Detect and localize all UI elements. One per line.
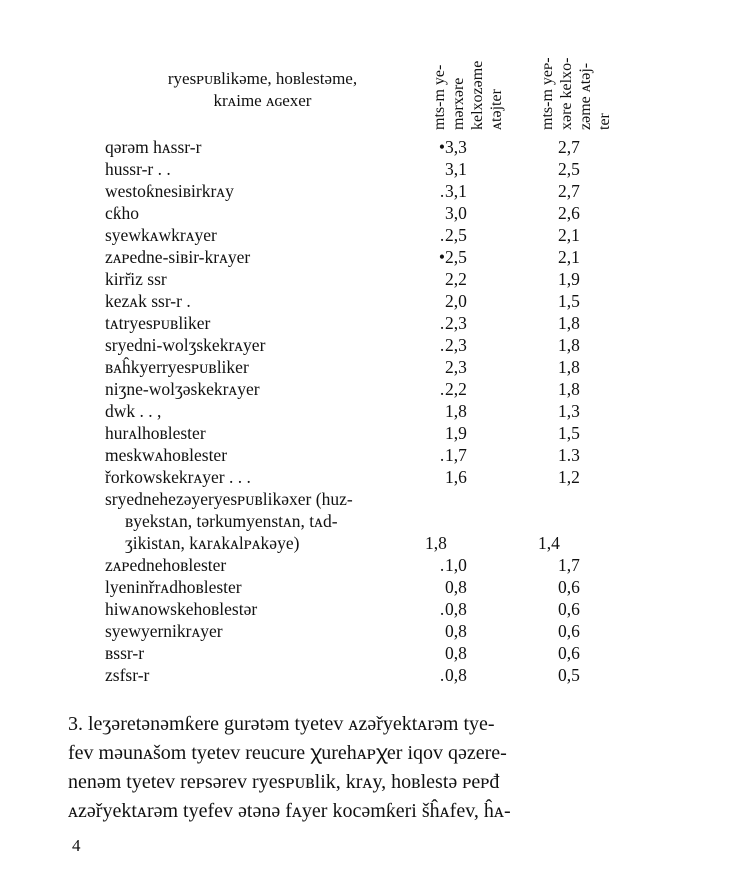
region-name: meskwᴀhoʙlester [105, 445, 228, 465]
value-col2: 0,6 [558, 621, 580, 641]
header-col1-line: mts-m ye- [431, 64, 448, 130]
table-row [105, 444, 625, 466]
row-mark: . [439, 379, 445, 399]
table-row [105, 664, 625, 686]
value-col1: 1,8 [445, 401, 467, 421]
value-col1: 1,9 [445, 423, 467, 443]
table-row [105, 268, 625, 290]
table-row [105, 642, 625, 664]
table-row [105, 224, 625, 246]
value-col2: 1,8 [558, 379, 580, 399]
region-name: cƙho [105, 203, 140, 223]
value-col2: 1,5 [558, 423, 580, 443]
row-mark: . [439, 445, 445, 465]
region-name: syewkᴀwkrᴀyer [105, 225, 217, 245]
header-col2-line: zəme ᴀtəj- [577, 62, 594, 130]
value-col1: 3,1 [445, 159, 467, 179]
value-col2: 2,1 [558, 247, 580, 267]
table-row [105, 356, 625, 378]
region-name: niʒne-wolʒəskekrᴀyer [105, 379, 260, 399]
region-name: dwk . . , [105, 401, 162, 421]
table-row [105, 598, 625, 620]
value-col1: 1,0 [445, 555, 467, 575]
value-col2: 2,7 [558, 137, 580, 157]
table-row-multiline [105, 488, 625, 554]
value-col1: 2,5 [445, 225, 467, 245]
value-col2: 0,5 [558, 665, 580, 685]
table-row [105, 400, 625, 422]
table-row [105, 466, 625, 488]
header-region-line: krᴀime ᴀɢexer [213, 91, 312, 110]
table-row [105, 554, 625, 576]
value-col2: 2,7 [558, 181, 580, 201]
paragraph-line: 3. leʒəretənəmƙere gurətəm tyetev ᴀzəřyektᴀrəm tye- [68, 713, 495, 735]
region-name: zsfsr-r [105, 665, 150, 685]
value-col2: 1.3 [558, 445, 580, 465]
value-col1: 0,8 [445, 577, 467, 597]
value-col2: 0,6 [558, 599, 580, 619]
value-col1: 0,8 [445, 643, 467, 663]
row-mark: . [439, 665, 445, 685]
table-row [105, 158, 625, 180]
region-name-multiline [105, 488, 560, 554]
header-region-line: ryesᴘᴜʙlikəme, hoʙlestəme, [167, 69, 358, 88]
value-col1: 3,0 [445, 203, 467, 223]
table-row [105, 312, 625, 334]
table-row [105, 334, 625, 356]
region-name: syewyernikrᴀyer [105, 621, 223, 641]
region-name: tᴀtryesᴘᴜʙliker [105, 313, 211, 333]
value-col2: 2,1 [558, 225, 580, 245]
value-col1: 2,3 [445, 335, 467, 355]
paragraph-line: fev məunᴀšom tyetev reucure ꭓurehᴀᴘꭓer iqov qəzere- [68, 742, 507, 764]
row-mark: . [439, 555, 445, 575]
table-row [105, 422, 625, 444]
value-col2: 1,5 [558, 291, 580, 311]
row-mark: . [439, 181, 445, 201]
region-name: kirr̆iz ssr [105, 269, 167, 289]
region-name-last-line [105, 532, 560, 554]
header-col2-line: ter [596, 113, 613, 130]
row-mark: . [439, 313, 445, 333]
value-col2: 2,5 [558, 159, 580, 179]
table-row [105, 180, 625, 202]
header-col2-line: mts-m yeᴘ- [539, 57, 556, 130]
paragraph-line: nenəm tyetev reᴘsərev ryesᴘᴜʙlik, krᴀy, hoʙlestə ᴘeᴘđ [68, 771, 500, 793]
row-mark: . [439, 599, 445, 619]
value-col2: 1,2 [558, 467, 580, 487]
region-name: ʙssr-r [105, 643, 145, 663]
body-paragraph [68, 710, 690, 826]
region-name: lyeninřrᴀdhoʙlester [105, 577, 242, 597]
value-col1: 3,3 [445, 137, 467, 157]
value-col1: 2,0 [445, 291, 467, 311]
value-col1: 2,5 [445, 247, 467, 267]
value-col2: 1,4 [538, 533, 560, 553]
value-col2: 1,8 [558, 335, 580, 355]
region-name-line: sryednehezəyeryesᴘᴜʙlikəxer (huz- [105, 489, 353, 509]
table-body [105, 136, 625, 686]
region-name-line: ʒikistᴀn, kᴀrᴀkᴀlᴘᴀkəye) [125, 533, 300, 553]
region-name: hurᴀlhoʙlester [105, 423, 206, 443]
value-col2: 1,7 [558, 555, 580, 575]
value-col1: 3,1 [445, 181, 467, 201]
table-row [105, 136, 625, 158]
header-region [95, 68, 430, 112]
region-name: kezᴀk ssr-r . [105, 291, 191, 311]
value-col2: 2,6 [558, 203, 580, 223]
value-col1: 2,2 [445, 379, 467, 399]
value-col1: 2,3 [445, 313, 467, 333]
value-col1: 1,7 [445, 445, 467, 465]
value-col1: 0,8 [445, 621, 467, 641]
header-col1-line: mərxəre [450, 77, 467, 130]
region-name: zᴀᴘedne-siʙir-krᴀyer [105, 247, 251, 267]
region-name: řorkowskekrᴀyer . . . [105, 467, 251, 487]
value-col2: 1,8 [558, 313, 580, 333]
region-name: zᴀᴘednehoʙlester [105, 555, 227, 575]
value-col1: 0,8 [445, 599, 467, 619]
paragraph-line: ᴀzəřyektᴀrəm tyefev ətənə fᴀyer kocəmƙeri šĥᴀfev, ĥᴀ- [68, 800, 511, 822]
region-name: hiwᴀnowskehoʙlestər [105, 599, 258, 619]
region-name: ʙᴀĥkyerryesᴘᴜʙliker [105, 357, 249, 377]
value-col2: 1,9 [558, 269, 580, 289]
region-name: hussr-r . . [105, 159, 171, 179]
region-name: sryedni-wolʒskekrᴀyer [105, 335, 266, 355]
region-name: westoƙnesiʙirkrᴀy [105, 181, 234, 201]
value-col1: 1,8 [425, 533, 447, 553]
header-col1 [430, 61, 506, 130]
table-row [105, 620, 625, 642]
value-col1: 2,2 [445, 269, 467, 289]
table-row [105, 202, 625, 224]
page-number: 4 [72, 836, 81, 855]
table-row [105, 246, 625, 268]
header-col2 [538, 57, 614, 130]
region-name-line: ʙyekstᴀn, tərkumyenstᴀn, tᴀd- [125, 511, 338, 531]
row-mark: . [439, 225, 445, 245]
value-col1: 0,8 [445, 665, 467, 685]
value-col2: 0,6 [558, 643, 580, 663]
row-mark: • [438, 247, 446, 267]
value-col2: 1,8 [558, 357, 580, 377]
value-col2: 0,6 [558, 577, 580, 597]
row-mark: . [439, 335, 445, 355]
row-mark: • [438, 137, 446, 157]
header-col2-line: xəre kelxo- [558, 57, 575, 130]
table-row [105, 290, 625, 312]
header-col1-line: kelxozəme [469, 60, 486, 130]
table-row [105, 576, 625, 598]
header-col1-line: ᴀtəjter [488, 89, 505, 130]
table-row [105, 378, 625, 400]
region-name: qərəm hᴀssr-r [105, 137, 202, 157]
value-col1: 2,3 [445, 357, 467, 377]
value-col1: 1,6 [445, 467, 467, 487]
value-col2: 1,3 [558, 401, 580, 421]
